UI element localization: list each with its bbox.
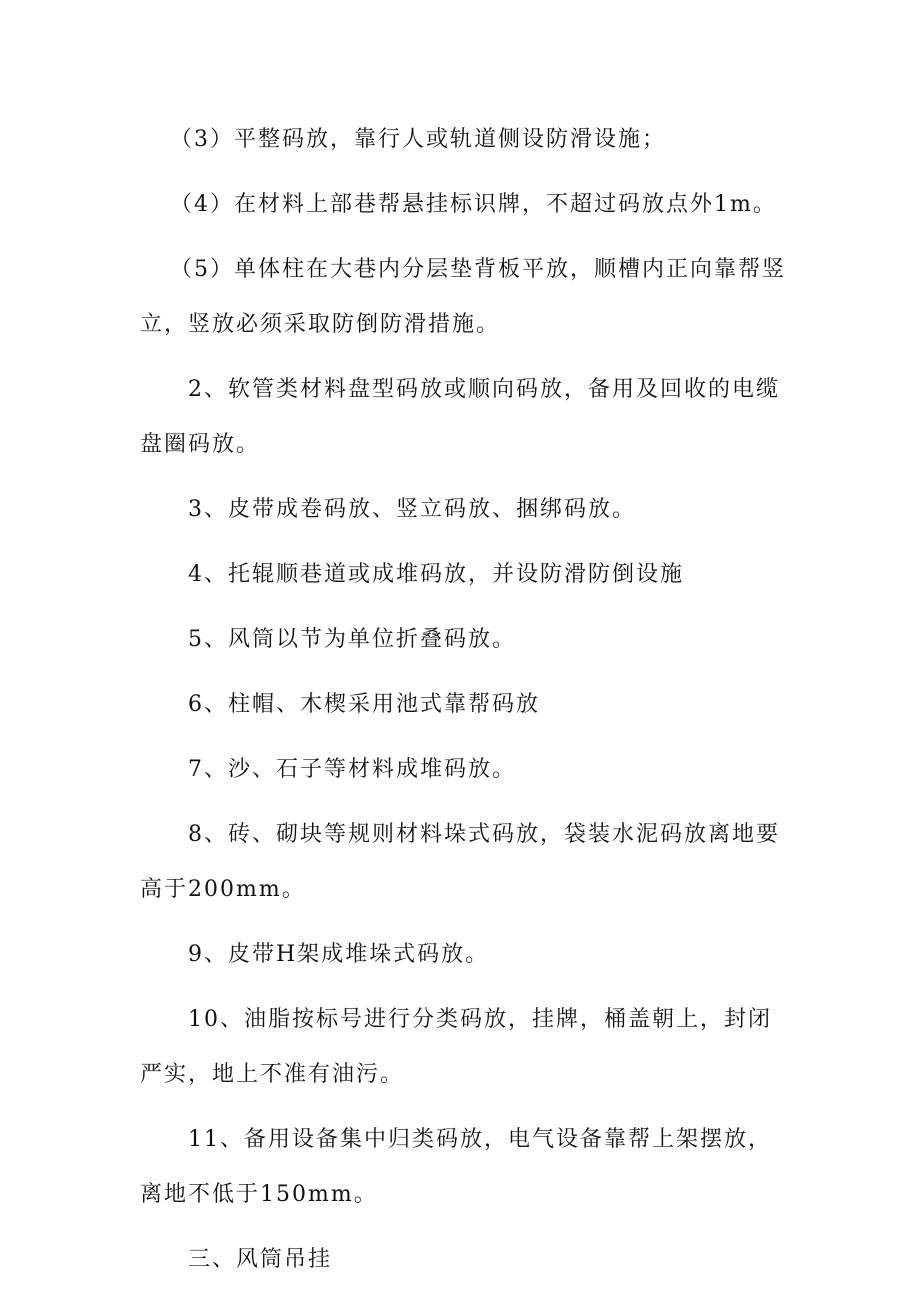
paragraph-sand-stone-storage: 7、沙、石子等材料成堆码放。 xyxy=(188,757,516,782)
paragraph-grease-storage: 10、油脂按标号进行分类码放，挂牌，桶盖朝上，封闭严实，地上不准有油污。 xyxy=(140,1007,772,1087)
paragraph-duct-storage: 5、风筒以节为单位折叠码放。 xyxy=(188,627,516,652)
paragraph-roller-storage: 4、托辊顺巷道或成堆码放，并设防滑防倒设施 xyxy=(188,562,684,587)
paragraph-item-4: （4）在材料上部巷帮悬挂标识牌，不超过码放点外1m。 xyxy=(170,192,777,217)
paragraph-item-5: （5）单体柱在大巷内分层垫背板平放，顺槽内正向靠帮竖立，竖放必须采取防倒防滑措施。 xyxy=(140,257,786,337)
paragraph-item-3: （3）平整码放，靠行人或轨道侧设防滑设施； xyxy=(170,127,666,152)
paragraph-h-frame-storage: 9、皮带H架成堆垛式码放。 xyxy=(188,942,490,967)
document-body xyxy=(140,112,790,1297)
paragraph-belt-storage: 3、皮带成卷码放、竖立码放、捆绑码放。 xyxy=(188,497,636,522)
paragraph-cap-wedge-storage: 6、柱帽、木楔采用池式靠帮码放 xyxy=(188,692,540,717)
paragraph-brick-cement-storage: 8、砖、砌块等规则材料垛式码放，袋装水泥码放离地要高于200mm。 xyxy=(140,822,780,902)
paragraph-spare-equipment-storage: 11、备用设备集中归类码放，电气设备靠帮上架摆放，离地不低于150mm。 xyxy=(140,1127,772,1207)
section-heading-duct-hanging: 三、风筒吊挂 xyxy=(188,1247,333,1272)
paragraph-hose-storage: 2、软管类材料盘型码放或顺向码放，备用及回收的电缆盘圈码放。 xyxy=(140,377,780,457)
